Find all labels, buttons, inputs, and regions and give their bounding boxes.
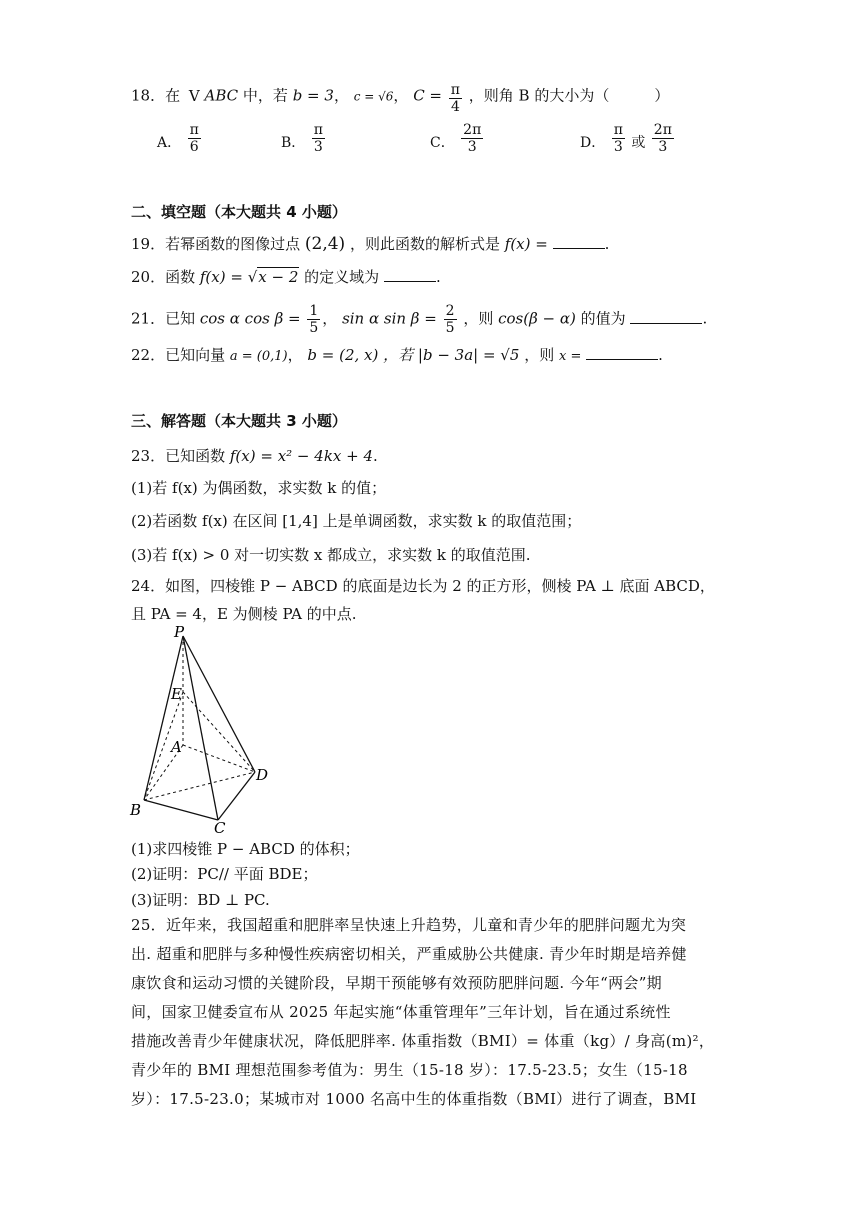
q23-part3: (3)若 f(x) > 0 对一切实数 x 都成立，求实数 k 的取值范围. xyxy=(131,546,531,564)
label-c: C xyxy=(214,819,226,835)
frac-den: 4 xyxy=(450,99,460,115)
label-a: A xyxy=(171,738,182,756)
frac-num: π xyxy=(450,82,460,98)
frac-den: 3 xyxy=(613,139,623,155)
q20-text: 20．函数 xyxy=(131,268,196,286)
angle-c: C = xyxy=(413,86,443,105)
frac-num: 1 xyxy=(309,303,319,319)
q21-sin-product: sin α sin β = xyxy=(342,309,437,328)
label-p: P xyxy=(174,623,185,641)
q18-stem: 18．在 V ABC 中，若 b = 3， c = √6， C = $\frac{\pi}{4}$ ，则角 B 的大小为（ ） xyxy=(131,82,670,115)
b-value: b = 3 xyxy=(292,86,334,105)
option-d xyxy=(580,122,676,155)
sqrt-sign: √ xyxy=(247,268,258,286)
option-b xyxy=(281,122,327,155)
option-c-value xyxy=(461,122,483,155)
q25-line: 康饮食和运动习惯的关键阶段，早期干预能够有效预防肥胖问题. 今年“两会”期 xyxy=(131,974,662,992)
frac-den: 3 xyxy=(658,139,668,155)
option-d-label: D． xyxy=(580,134,606,151)
q24-part3: (3)证明：BD ⊥ PC. xyxy=(131,891,270,909)
answer-blank[interactable] xyxy=(630,309,702,324)
section-fill-in-title: 二、填空题（本大题共 4 小题） xyxy=(131,203,347,221)
q25-paragraph xyxy=(131,911,721,1114)
q21-text: 21．已知 xyxy=(131,309,196,328)
option-a xyxy=(157,122,203,155)
edge-pd xyxy=(183,636,255,772)
q20-end: . xyxy=(435,268,441,286)
frac-den: 5 xyxy=(309,320,319,336)
angle-c-fraction xyxy=(449,82,462,115)
q19 xyxy=(131,234,609,254)
q21-cos-product: cos α cos β = xyxy=(199,309,301,328)
option-d-value-2 xyxy=(652,122,674,155)
q18-ask: ，则角 B 的大小为（ ） xyxy=(468,86,670,105)
q22-end: . xyxy=(658,346,663,364)
c-value: c = √6 xyxy=(353,89,394,104)
vector-b: b = (2, x) xyxy=(307,346,379,364)
q23-part2: (2)若函数 f(x) 在区间 [1,4] 上是单调函数，求实数 k 的取值范围； xyxy=(131,512,582,530)
frac-den: 5 xyxy=(445,320,455,336)
frac-num: π xyxy=(313,122,323,138)
edge-pb xyxy=(144,636,183,800)
label-d: D xyxy=(256,766,269,784)
label-b: B xyxy=(130,801,142,819)
q23-function: f(x) = x² − 4kx + 4 xyxy=(229,447,374,465)
edge-cd xyxy=(218,772,255,820)
q18-prefix: 18．在 xyxy=(131,86,181,105)
q22-text: 22．已知向量 xyxy=(131,346,226,364)
frac-den: 3 xyxy=(467,139,477,155)
frac-num: π xyxy=(189,122,199,138)
answer-blank[interactable] xyxy=(586,345,658,360)
frac-den: 3 xyxy=(313,139,323,155)
vector-a: a = (0,1) xyxy=(229,349,288,364)
q19-end: . xyxy=(604,235,610,253)
q23-part1: (1)若 f(x) 为偶函数，求实数 k 的值； xyxy=(131,479,387,497)
q25-line: 出. 超重和肥胖与多种慢性疾病密切相关，严重威胁公共健康. 青少年时期是培养健 xyxy=(131,945,687,963)
triangle-name: ABC xyxy=(204,86,239,105)
option-a-label: A． xyxy=(157,134,182,151)
q19-tail: ，则此函数的解析式是 xyxy=(349,235,500,253)
q23-end: . xyxy=(373,447,378,465)
q20-function: f(x) = xyxy=(199,268,243,286)
edge-ad xyxy=(183,745,255,772)
q25-line: 25．近年来，我国超重和肥胖率呈快速上升趋势，儿童和青少年的肥胖问题尤为突 xyxy=(131,916,687,934)
option-a-value xyxy=(188,122,201,155)
q22-tail: ，则 xyxy=(524,346,555,364)
q23-stem xyxy=(131,446,378,466)
answer-blank[interactable] xyxy=(553,234,605,249)
q25-line: 间，国家卫健委宣布从 2025 年起实施“体重管理年”三年计划，旨在通过系统性 xyxy=(131,1003,671,1021)
section-solve-title: 三、解答题（本大题共 3 小题） xyxy=(131,412,347,430)
edge-pc xyxy=(183,636,218,820)
q21-fraction-2 xyxy=(444,303,457,336)
pyramid-figure xyxy=(125,620,285,835)
q20-radicand: x − 2 xyxy=(258,268,299,286)
option-c-label: C． xyxy=(430,134,455,151)
frac-num: 2π xyxy=(463,122,482,138)
q24-stem-1: 24．如图，四棱锥 P − ABCD 的底面是边长为 2 的正方形，侧棱 PA ⊥ 底面 ABCD， xyxy=(131,577,715,595)
triangle-symbol: V xyxy=(188,86,200,105)
q19-point: (2,4) xyxy=(304,234,346,254)
q21: 21．已知 cos α cos β = $\frac{1}{5}$ ， sin α sin β = $\frac{2}{5}$ ，则 cos(β − α) 的值为 . xyxy=(131,303,708,336)
option-b-label: B． xyxy=(281,134,306,151)
frac-num: π xyxy=(613,122,623,138)
label-e: E xyxy=(171,685,182,703)
q21-end: . xyxy=(702,309,708,328)
or-word: 或 xyxy=(631,134,646,151)
q25-line: 措施改善青少年健康状况，降低肥胖率. 体重指数（BMI）= 体重（kg）/ 身高(m)²， xyxy=(131,1032,715,1050)
q25-line: 岁）：17.5-23.0；某城市对 1000 名高中生的体重指数（BMI）进行了调查，BMI xyxy=(131,1090,697,1108)
q21-fraction-1 xyxy=(307,303,320,336)
answer-blank[interactable] xyxy=(384,267,436,282)
q24-stem-2: 且 PA = 4，E 为侧棱 PA 的中点. xyxy=(131,605,357,623)
q21-tail2: 的值为 xyxy=(580,309,626,328)
frac-num: 2π xyxy=(653,122,672,138)
q22-condition: ，若 |b − 3a| = √5 xyxy=(383,346,520,364)
q21-tail: ，则 xyxy=(463,309,494,328)
q20 xyxy=(131,267,441,287)
option-d-value-1 xyxy=(612,122,625,155)
q21-expression: cos(β − α) xyxy=(498,309,576,328)
q23-text: 23．已知函数 xyxy=(131,447,226,465)
q22-x: x = xyxy=(558,349,582,364)
q18-text: 中，若 xyxy=(242,86,293,105)
q20-tail: 的定义域为 xyxy=(304,268,380,286)
q24-part2: (2)证明：PC// 平面 BDE； xyxy=(131,865,318,883)
edge-bc xyxy=(144,800,218,820)
frac-den: 6 xyxy=(189,139,199,155)
q19-text: 19．若幂函数的图像过点 xyxy=(131,235,301,253)
frac-num: 2 xyxy=(445,303,455,319)
q22: 22．已知向量 a = (0,1)， b = (2, x) ，若 |b − 3a| = √5 ，则 x = . xyxy=(131,346,663,364)
q24-part1: (1)求四棱锥 P − ABCD 的体积； xyxy=(131,840,360,858)
q19-function: f(x) = xyxy=(504,235,548,253)
option-c xyxy=(430,122,485,155)
option-b-value xyxy=(312,122,325,155)
q25-line: 青少年的 BMI 理想范围参考值为：男生（15-18 岁）：17.5-23.5；女生（15-18 xyxy=(131,1061,688,1079)
